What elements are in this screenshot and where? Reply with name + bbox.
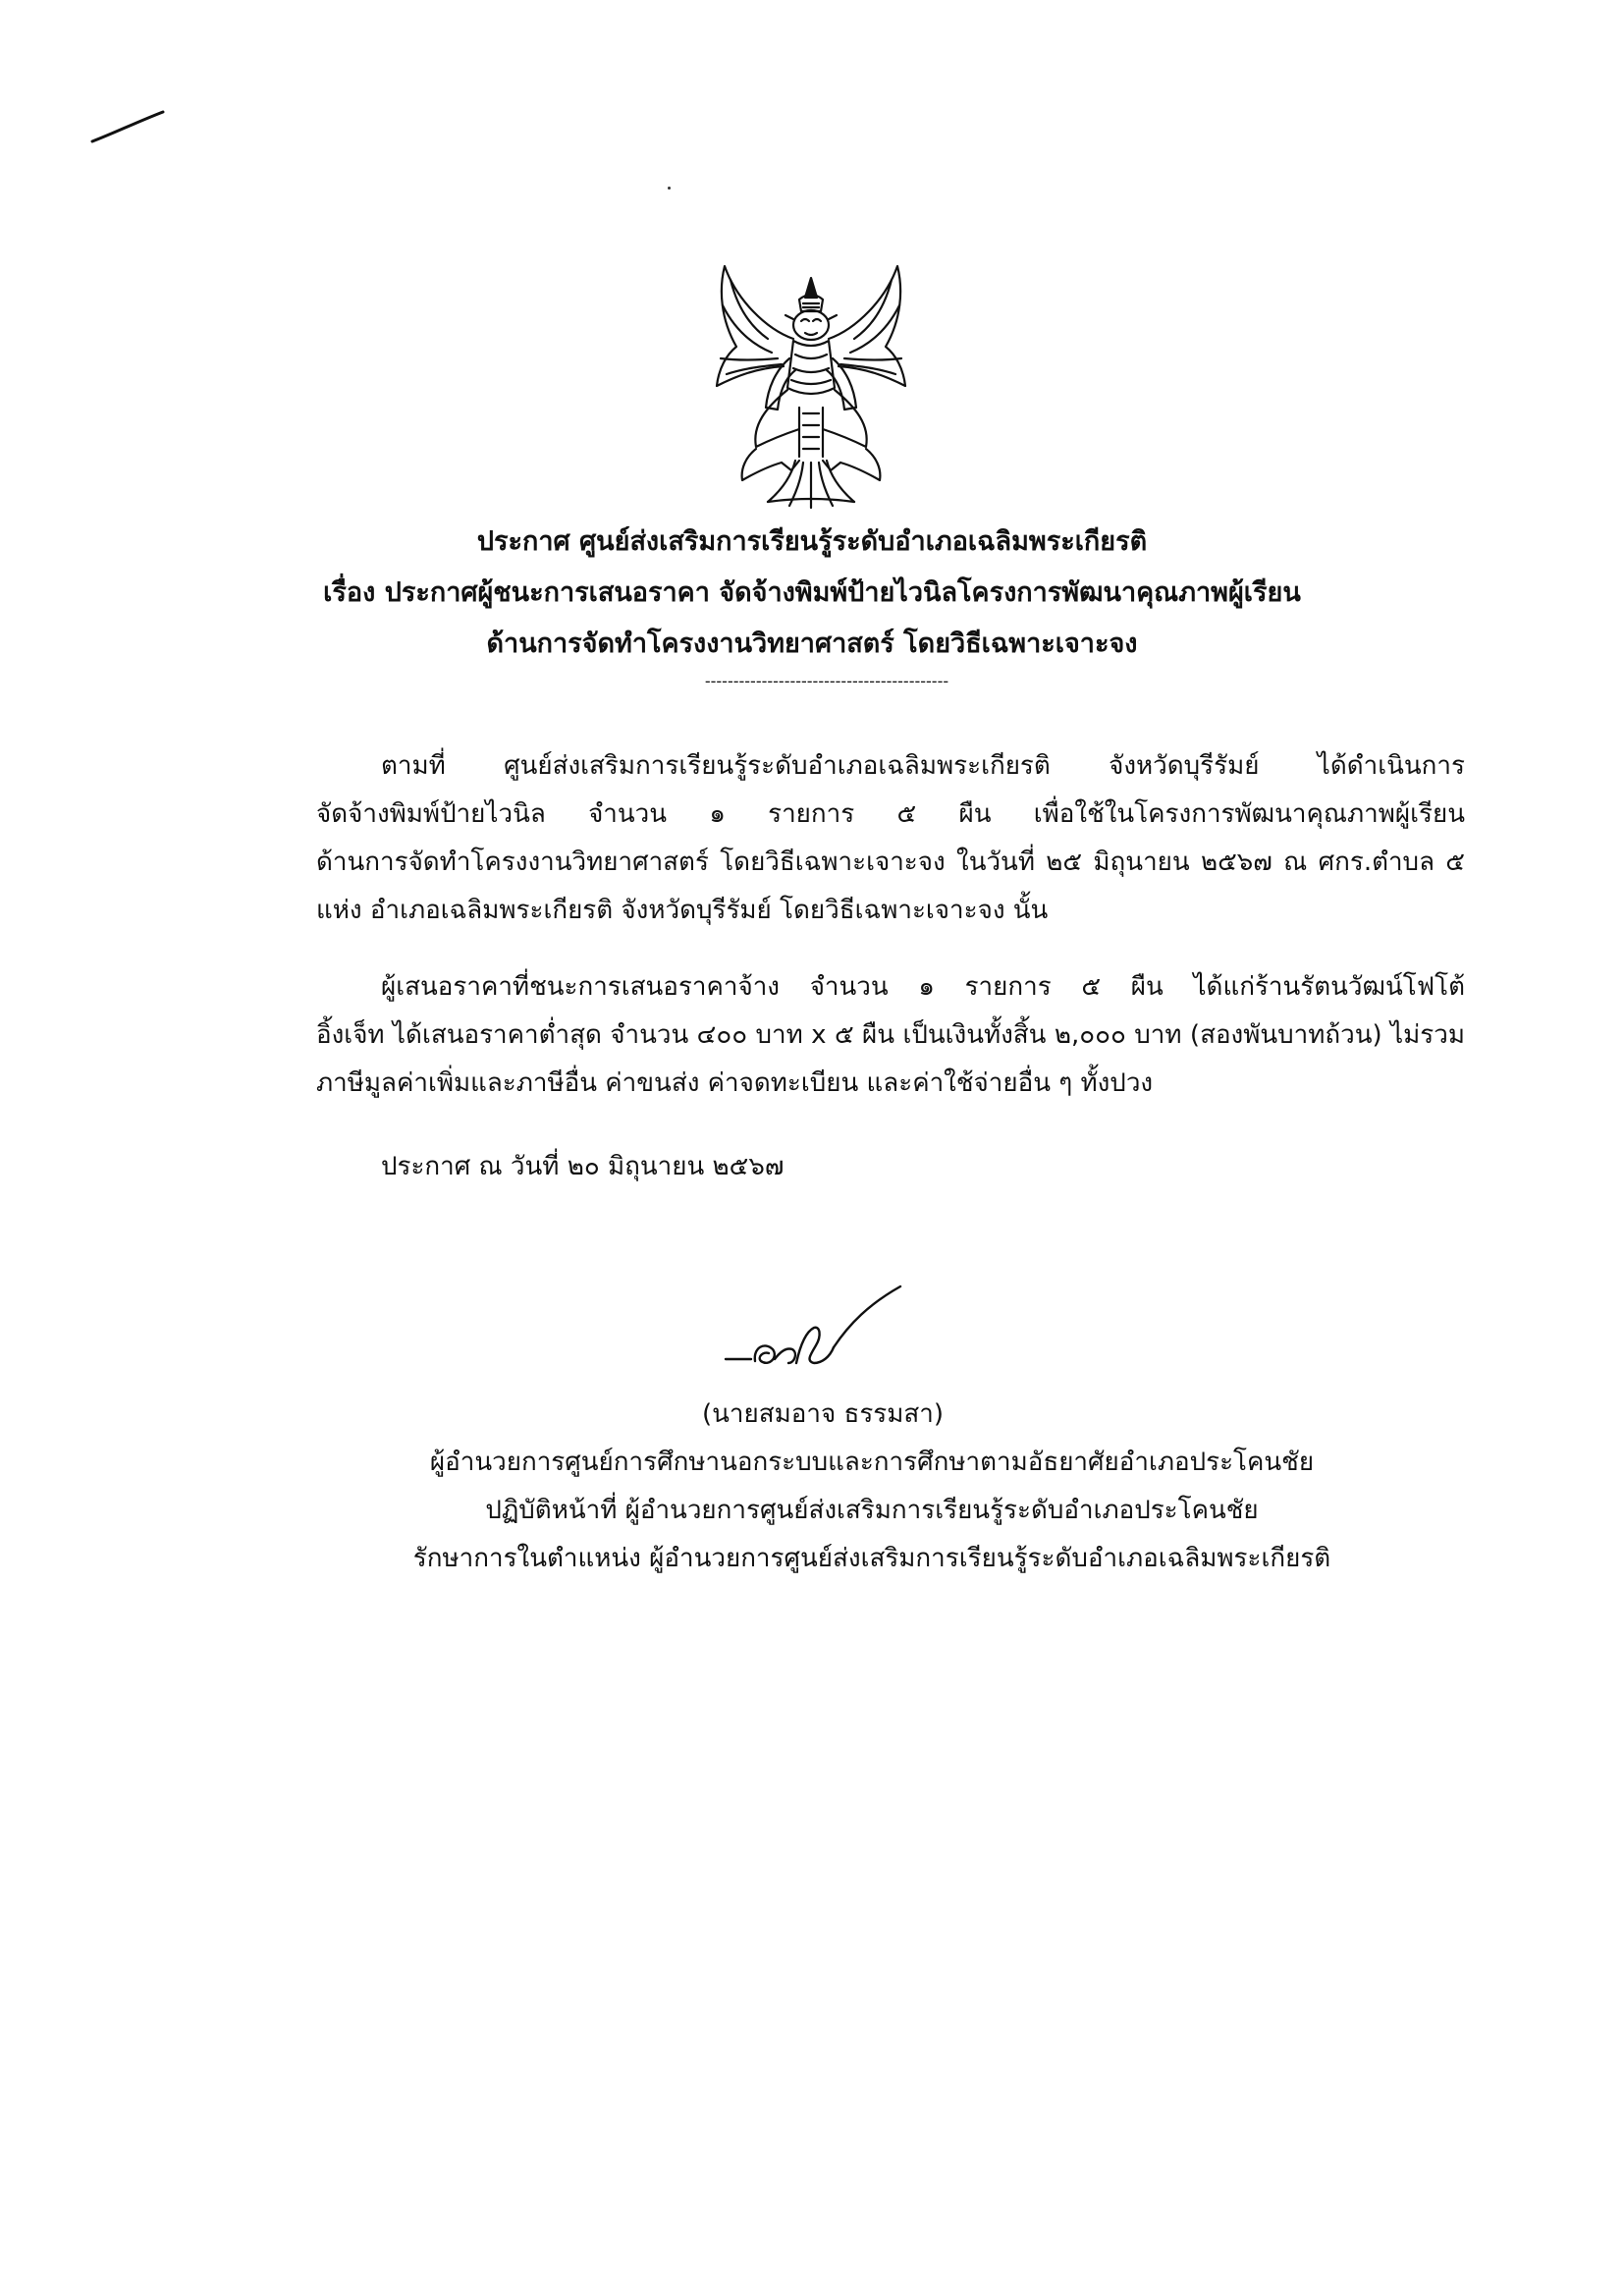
announcement-title: ประกาศ ศูนย์ส่งเสริมการเรียนรู้ระดับอำเภอเฉลิมพระเกียรติ xyxy=(476,526,1148,557)
paragraph-2-line-1: ผู้เสนอราคาที่ชนะการเสนอราคาจ้าง จำนวน ๑ รายการ ๕ ผืน ได้แก่ร้านรัตนวัฒน์โฟโต้ xyxy=(381,972,1465,1002)
announcement-subject-cont: ด้านการจัดทำโครงงานวิทยาศาสตร์ โดยวิธีเฉพาะเจาะจง xyxy=(486,629,1138,659)
paragraph-1-line-3: ด้านการจัดทำโครงงานวิทยาศาสตร์ โดยวิธีเฉพาะเจาะจง ในวันที่ ๒๕ มิถุนายน ๒๕๖๗ ณ ศกร.ตำบล ๕ xyxy=(316,847,1465,877)
scan-speck xyxy=(668,187,671,190)
paragraph-1-line-4: แห่ง อำเภอเฉลิมพระเกียรติ จังหวัดบุรีรัมย์ โดยวิธีเฉพาะเจาะจง นั้น xyxy=(316,896,1049,925)
paragraph-2-line-3: ภาษีมูลค่าเพิ่มและภาษีอื่น ค่าขนส่ง ค่าจดทะเบียน และค่าใช้จ่ายอื่น ๆ ทั้งปวง xyxy=(316,1068,1154,1098)
signatory-name: (นายสมอาจ ธรรมสา) xyxy=(701,1399,945,1429)
paragraph-1-line-1: ตามที่ ศูนย์ส่งเสริมการเรียนรู้ระดับอำเภอเฉลิมพระเกียรติ จังหวัดบุรีรัมย์ ได้ดำเนินการ xyxy=(381,751,1465,781)
garuda-emblem-icon xyxy=(697,260,925,511)
paragraph-2-line-2: อิ้งเจ็ท ได้เสนอราคาต่ำสุด จำนวน ๔๐๐ บาท x ๕ ผืน เป็นเงินทั้งสิ้น ๒,๐๐๐ บาท (สองพันบาทถ้วน) ไม่รวม xyxy=(316,1020,1465,1050)
signatory-title-1: ผู้อำนวยการศูนย์การศึกษานอกระบบและการศึกษาตามอัธยาศัยอำเภอประโคนชัย xyxy=(429,1448,1315,1477)
announcement-subject: เรื่อง ประกาศผู้ชนะการเสนอราคา จัดจ้างพิมพ์ป้ายไวนิลโครงการพัฒนาคุณภาพผู้เรียน xyxy=(323,577,1301,608)
separator-line: ------------------------------------------- xyxy=(704,672,949,690)
announcement-date: ประกาศ ณ วันที่ ๒๐ มิถุนายน ๒๕๖๗ xyxy=(381,1152,785,1181)
pen-mark xyxy=(88,108,167,147)
signatory-title-3: รักษาการในตำแหน่ง ผู้อำนวยการศูนย์ส่งเสริมการเรียนรู้ระดับอำเภอเฉลิมพระเกียรติ xyxy=(412,1544,1331,1573)
paragraph-1-line-2: จัดจ้างพิมพ์ป้ายไวนิล จำนวน ๑ รายการ ๕ ผืน เพื่อใช้ในโครงการพัฒนาคุณภาพผู้เรียน xyxy=(316,799,1465,829)
signatory-title-2: ปฏิบัติหน้าที่ ผู้อำนวยการศูนย์ส่งเสริมการเรียนรู้ระดับอำเภอประโคนชัย xyxy=(485,1496,1259,1525)
handwritten-signature xyxy=(712,1277,908,1385)
